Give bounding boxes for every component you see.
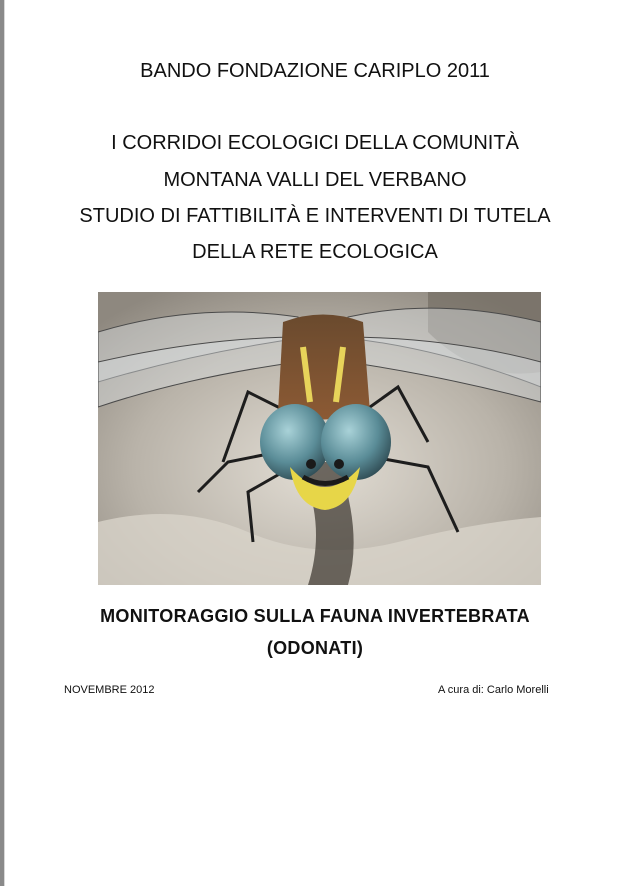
title-line-1: I CORRIDOI ECOLOGICI DELLA COMUNITÀ bbox=[111, 132, 519, 154]
subtitle-line-1: MONITORAGGIO SULLA FAUNA INVERTEBRATA bbox=[100, 606, 530, 626]
title-line-3: STUDIO DI FATTIBILITÀ E INTERVENTI DI TUTELA bbox=[79, 205, 551, 227]
title-line-2: MONTANA VALLI DEL VERBANO bbox=[163, 169, 467, 191]
report-date: NOVEMBRE 2012 bbox=[64, 684, 155, 696]
subtitle-line-2: (ODONATI) bbox=[266, 638, 364, 658]
document-page bbox=[4, 0, 626, 886]
report-author: A cura di: Carlo Morelli bbox=[438, 684, 549, 696]
call-title: BANDO FONDAZIONE CARIPLO 2011 bbox=[140, 60, 490, 82]
dragonfly-photo bbox=[98, 292, 541, 585]
title-line-4: DELLA RETE ECOLOGICA bbox=[192, 241, 438, 263]
